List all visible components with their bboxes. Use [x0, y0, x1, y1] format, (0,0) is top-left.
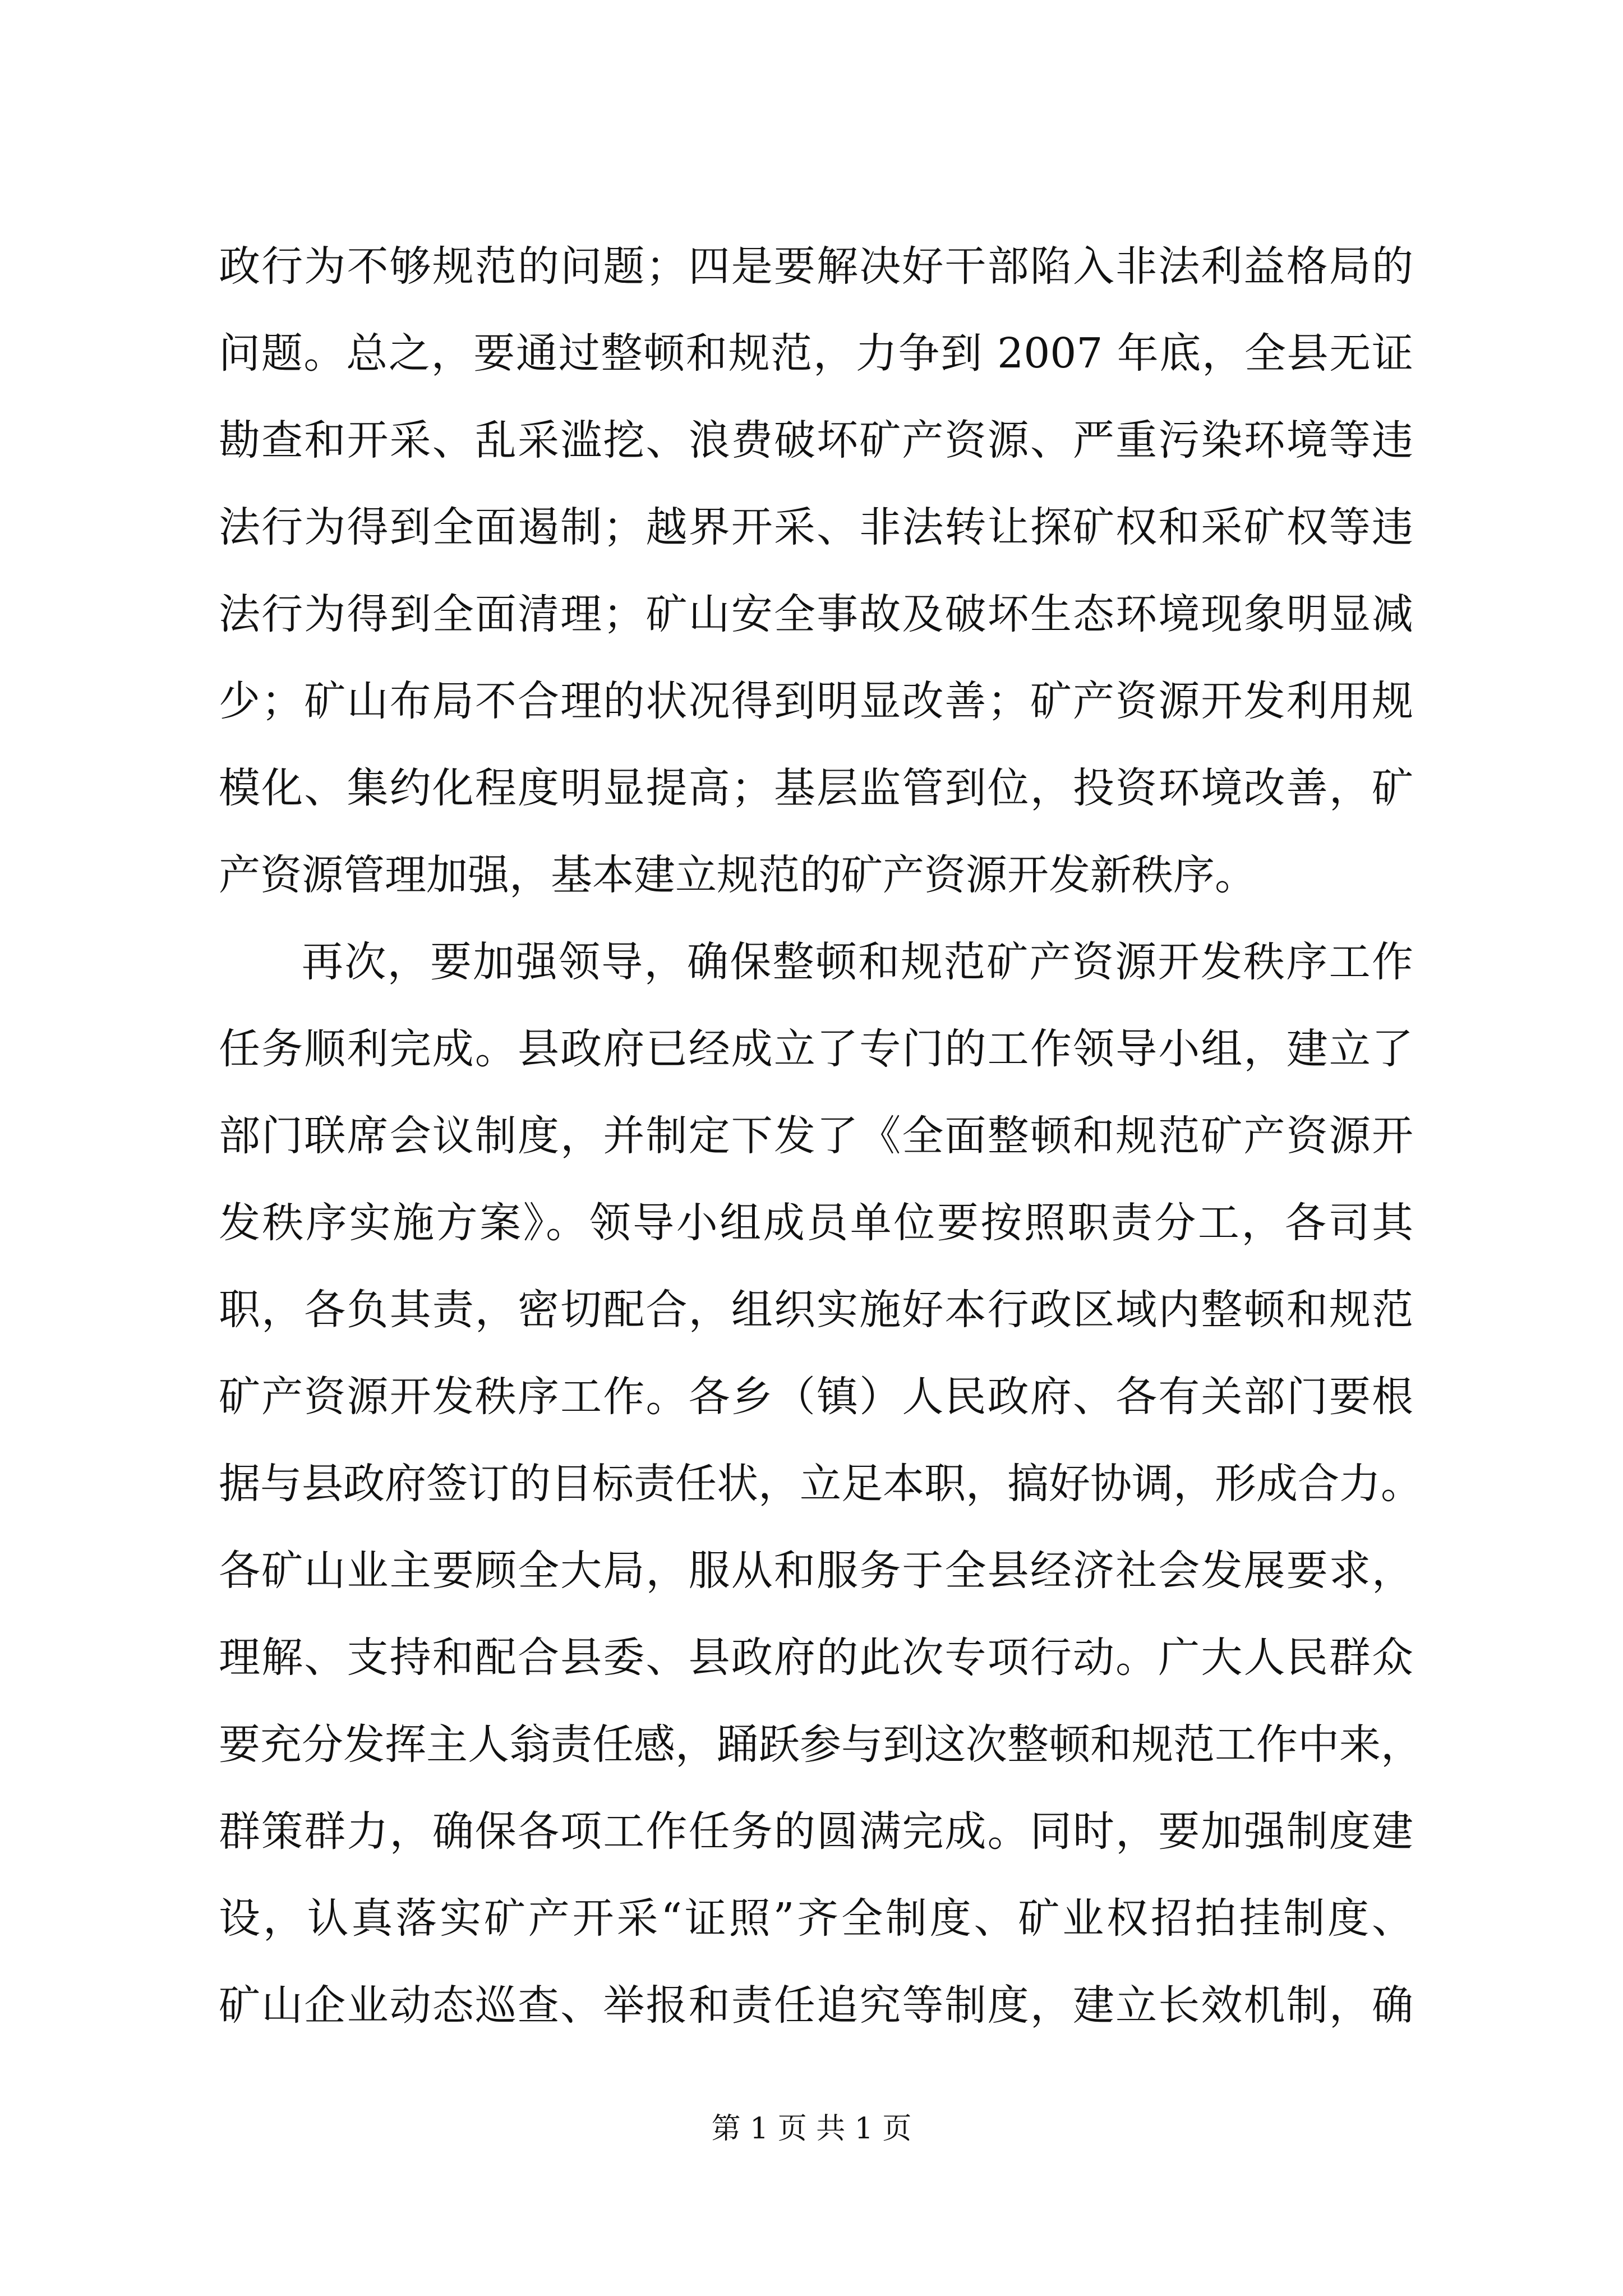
page-footer: [0, 2109, 1623, 2148]
paragraph-2-line-11: 群策群力，确保各项工作任务的圆满完成。同时，要加强制度建: [219, 1807, 1413, 1856]
paragraph-1-line-7: 模化、集约化程度明显提高；基层监管到位，投资环境改善，矿: [219, 764, 1413, 812]
paragraph-1-line-1: 政行为不够规范的问题；四是要解决好干部陷入非法利益格局的: [219, 242, 1413, 291]
paragraph-2-line-3: 部门联席会议制度，并制定下发了《全面整顿和规范矿产资源开: [219, 1112, 1413, 1160]
paragraph-2-line-9: 理解、支持和配合县委、县政府的此次专项行动。广大人民群众: [219, 1634, 1413, 1682]
paragraph-2-line-5: 职，各负其责，密切配合，组织实施好本行政区域内整顿和规范: [219, 1286, 1413, 1334]
paragraph-1-line-4: 法行为得到全面遏制；越界开采、非法转让探矿权和采矿权等违: [219, 503, 1413, 551]
paragraph-2-line-2: 任务顺利完成。县政府已经成立了专门的工作领导小组，建立了: [219, 1025, 1413, 1073]
paragraph-1-line-8: 产资源管理加强，基本建立规范的矿产资源开发新秩序。: [219, 851, 1256, 899]
paragraph-2-line-6: 矿产资源开发秩序工作。各乡（镇）人民政府、各有关部门要根: [219, 1373, 1413, 1421]
paragraph-2-line-12: 设，认真落实矿产开采“证照”齐全制度、矿业权招拍挂制度、: [219, 1894, 1413, 1943]
paragraph-2-line-7: 据与县政府签订的目标责任状，立足本职，搞好协调，形成合力。: [219, 1460, 1422, 1508]
paragraph-1-line-3: 勘查和开采、乱采滥挖、浪费破坏矿产资源、严重污染环境等违: [219, 416, 1413, 464]
paragraph-1-line-2: 问题。总之，要通过整顿和规范，力争到 2007 年底，全县无证: [219, 329, 1413, 378]
paragraph-1-line-5: 法行为得到全面清理；矿山安全事故及破坏生态环境现象明显减: [219, 590, 1413, 638]
paragraph-2-line-4: 发秩序实施方案》。领导小组成员单位要按照职责分工，各司其: [219, 1199, 1413, 1247]
paragraph-1-line-6: 少；矿山布局不合理的状况得到明显改善；矿产资源开发利用规: [219, 677, 1413, 725]
body-text: [219, 223, 1422, 2049]
paragraph-2-line-1: 再次，要加强领导，确保整顿和规范矿产资源开发秩序工作: [302, 938, 1413, 986]
page-indicator: 第 1 页 共 1 页: [711, 2112, 912, 2146]
paragraph-2-line-10: 要充分发挥主人翁责任感，踊跃参与到这次整顿和规范工作中来，: [219, 1720, 1422, 1769]
paragraph-2-line-13: 矿山企业动态巡查、举报和责任追究等制度，建立长效机制，确: [219, 1981, 1413, 2030]
paragraph-2-line-8: 各矿山业主要顾全大局，服从和服务于全县经济社会发展要求，: [219, 1547, 1413, 1595]
